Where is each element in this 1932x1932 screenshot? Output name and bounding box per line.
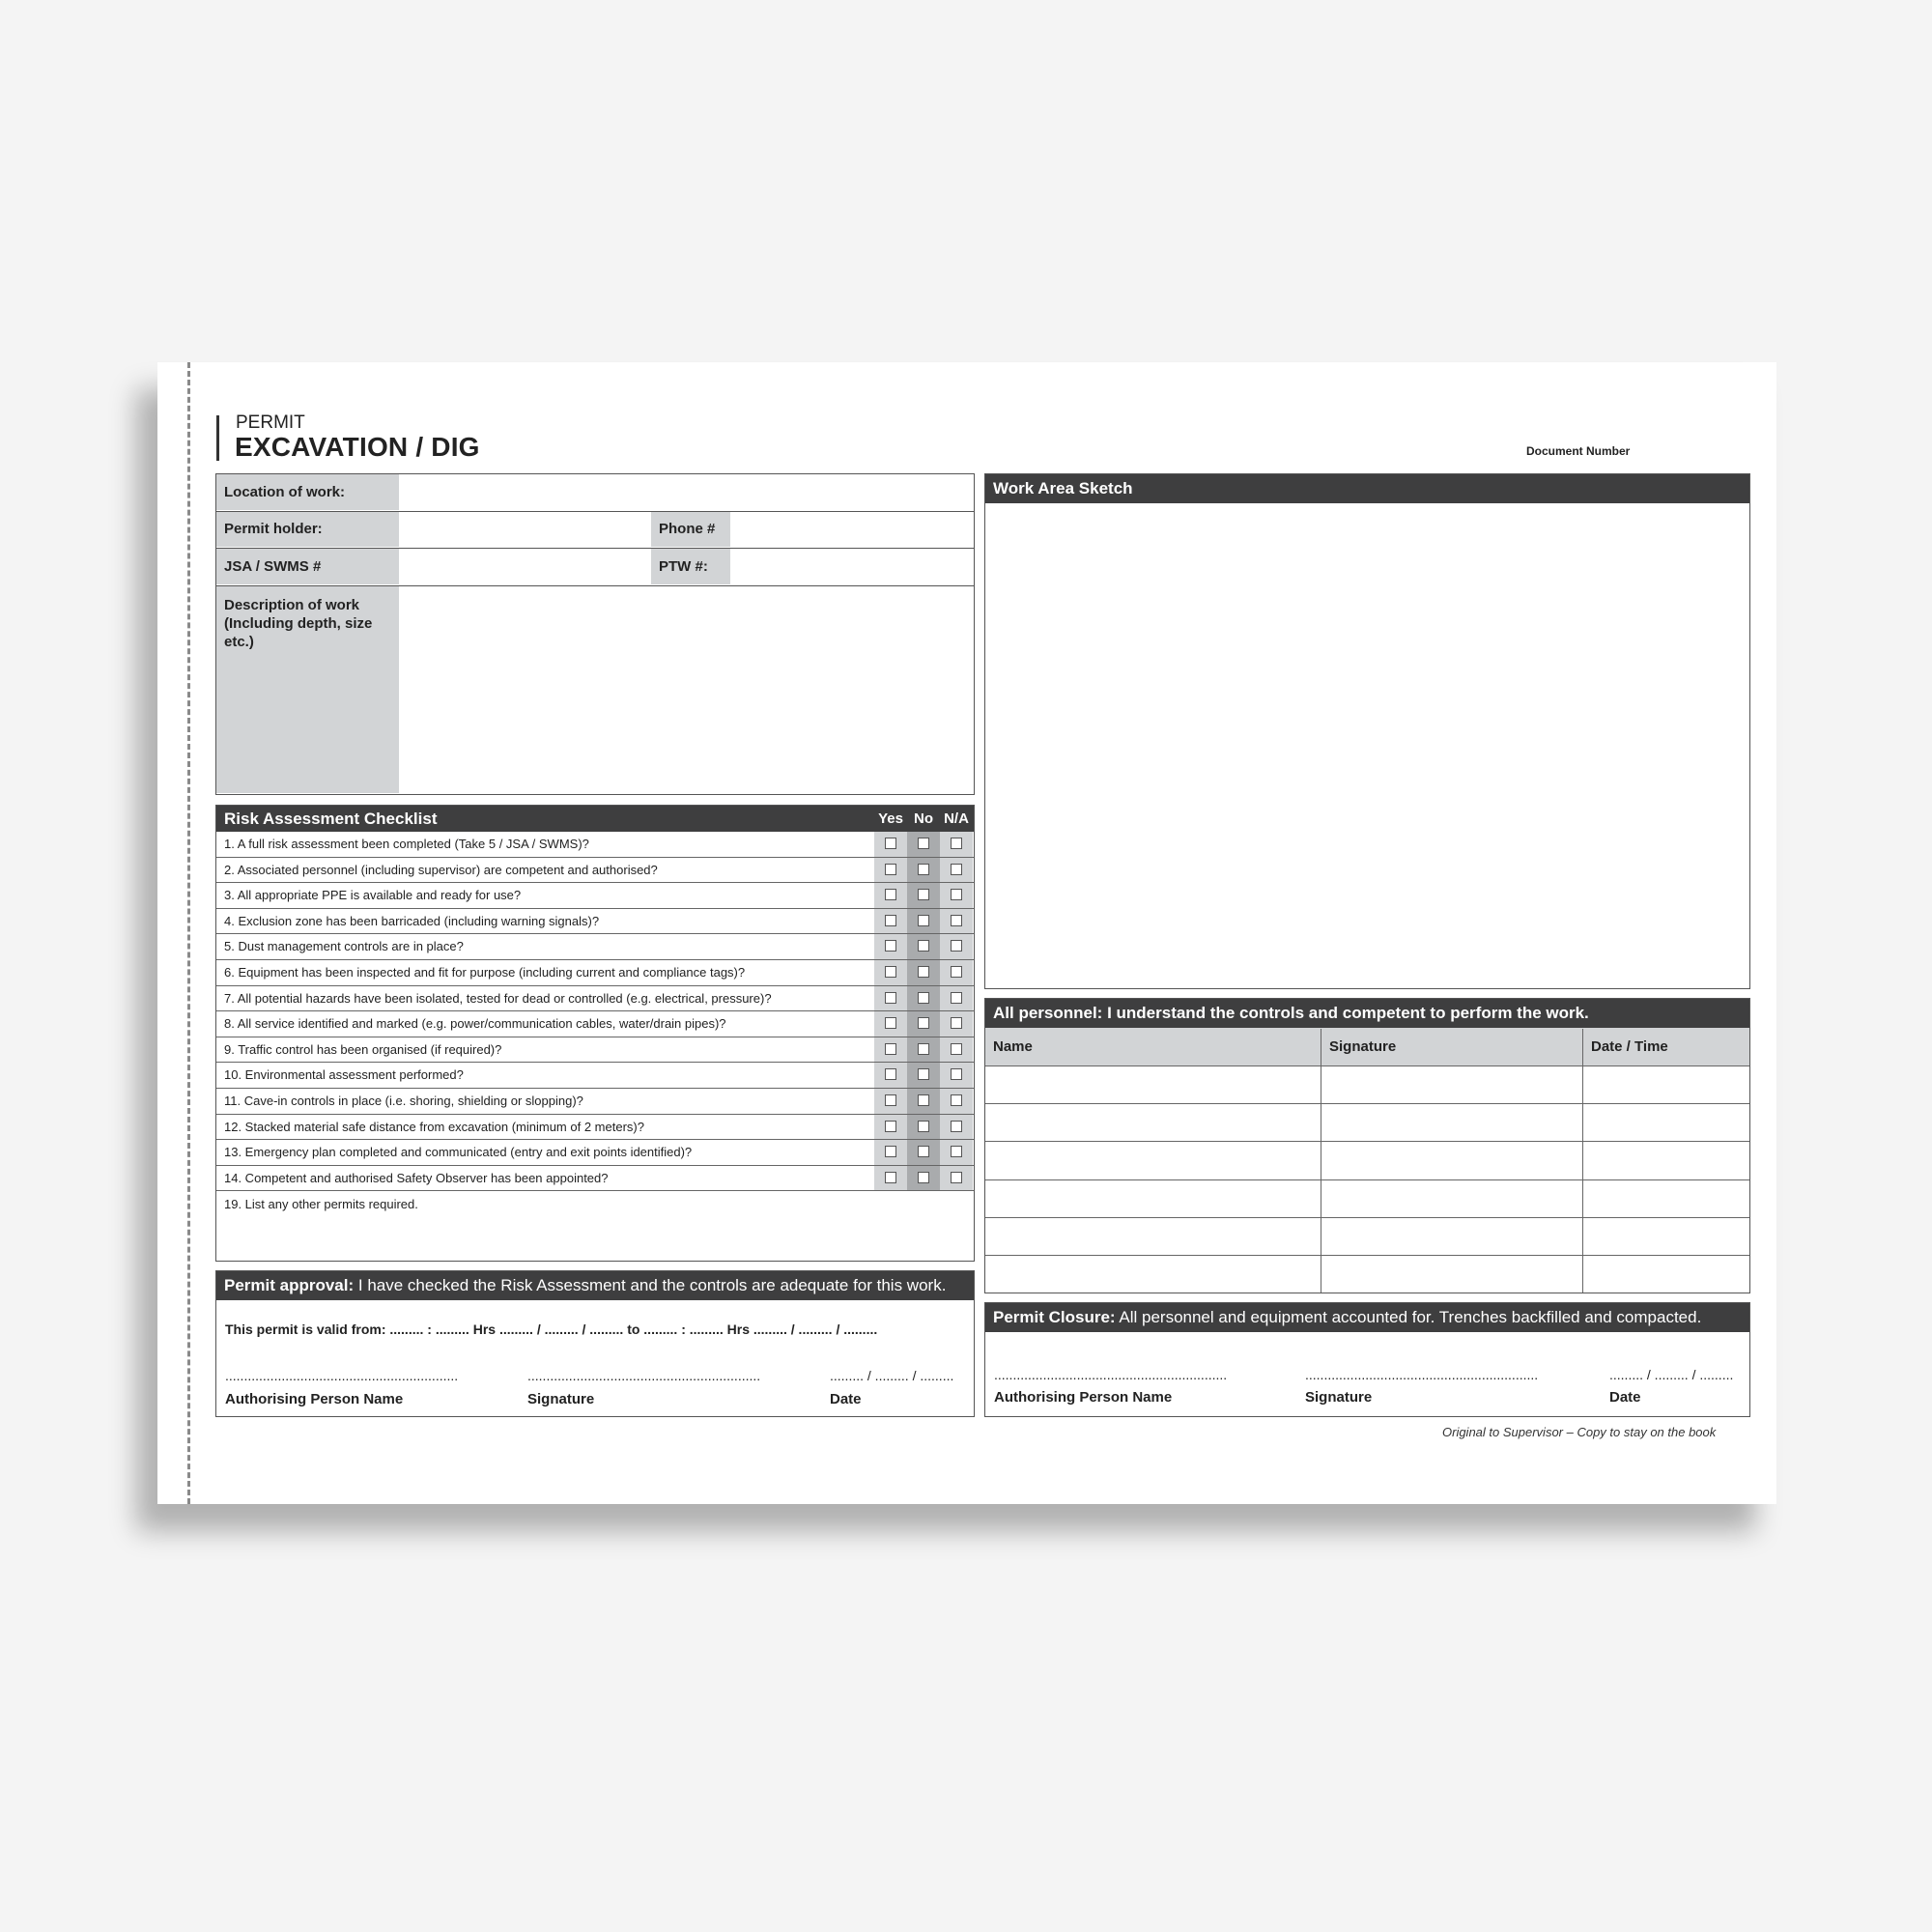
checkbox-no[interactable] (918, 940, 929, 952)
location-label: Location of work: (216, 474, 399, 510)
permit-closure (984, 1302, 1750, 1417)
checklist-item-text: 1. A full risk assessment been completed (Take 5 / JSA / SWMS)? (224, 837, 589, 851)
ptw-label: PTW #: (651, 549, 730, 584)
checklist-row (216, 883, 974, 909)
checkbox-cell-yes (874, 1166, 907, 1191)
closure-name-label: Authorising Person Name (994, 1389, 1173, 1406)
checkbox-yes[interactable] (885, 889, 896, 900)
checkbox-yes[interactable] (885, 1172, 896, 1183)
checklist-row (216, 1140, 974, 1166)
approval-signature-label: Signature (527, 1391, 595, 1407)
checkbox-cell-yes (874, 1037, 907, 1063)
checkbox-yes[interactable] (885, 1017, 896, 1029)
approval-title-bold: Permit approval: (224, 1276, 355, 1294)
checkbox-cell-no (907, 1011, 940, 1037)
checkbox-na[interactable] (951, 1121, 962, 1132)
sketch-title: Work Area Sketch (993, 479, 1133, 497)
checklist-item-text: 11. Cave-in controls in place (i.e. shoring, shielding or slopping)? (224, 1094, 583, 1108)
checkbox-cell-yes (874, 1140, 907, 1165)
checklist-item-text: 2. Associated personnel (including supervisor) are competent and authorised? (224, 862, 658, 877)
checklist-row (216, 858, 974, 884)
work-area-sketch (984, 473, 1750, 989)
checklist-item-text: 5. Dust management controls are in place? (224, 939, 464, 954)
checkbox-cell-yes (874, 1115, 907, 1140)
checkbox-cell-no (907, 986, 940, 1011)
checklist-header (216, 806, 974, 832)
checkbox-no[interactable] (918, 1146, 929, 1157)
title-accent-bar (216, 415, 219, 461)
checkbox-yes[interactable] (885, 1146, 896, 1157)
permit-holder-row (216, 512, 974, 549)
col-no: No (914, 810, 933, 827)
checkbox-na[interactable] (951, 838, 962, 849)
personnel-title: All personnel: I understand the controls and competent to perform the work. (993, 1004, 1589, 1022)
checkbox-no[interactable] (918, 864, 929, 875)
checklist-item-text: 7. All potential hazards have been isolated, tested for dead or controlled (e.g. electrical, pressure)? (224, 990, 772, 1006)
checkbox-no[interactable] (918, 915, 929, 926)
checkbox-cell-no (907, 832, 940, 857)
checkbox-yes[interactable] (885, 1068, 896, 1080)
checkbox-cell-no (907, 1140, 940, 1165)
checklist-item-text: 13. Emergency plan completed and communicated (entry and exit points identified)? (224, 1145, 693, 1160)
jsa-field[interactable] (399, 549, 651, 584)
checklist-row (216, 960, 974, 986)
jsa-label: JSA / SWMS # (216, 549, 399, 584)
approval-name-label: Authorising Person Name (225, 1391, 404, 1407)
location-row (216, 474, 974, 512)
checkbox-cell-no (907, 1166, 940, 1191)
closure-name-dots[interactable]: .............................................................. (994, 1367, 1228, 1382)
checkbox-cell-na (940, 1011, 973, 1037)
perforation-line (187, 362, 190, 1504)
sketch-area[interactable] (985, 503, 1749, 988)
checkbox-cell-no (907, 934, 940, 959)
checklist-row (216, 986, 974, 1012)
col-datetime: Date / Time (1591, 1038, 1668, 1055)
checkbox-yes[interactable] (885, 1043, 896, 1055)
checkbox-cell-yes (874, 909, 907, 934)
approval-date-label: Date (830, 1391, 862, 1407)
checkbox-yes[interactable] (885, 864, 896, 875)
checklist-row (216, 1166, 974, 1192)
closure-title-bold: Permit Closure: (993, 1308, 1116, 1326)
checkbox-cell-yes (874, 858, 907, 883)
checklist-row (216, 1063, 974, 1089)
jsa-row (216, 549, 974, 586)
approval-header (216, 1271, 974, 1300)
permit-holder-label: Permit holder: (216, 512, 399, 547)
checklist-row (216, 832, 974, 858)
document-number-label: Document Number (1526, 444, 1631, 458)
checkbox-yes[interactable] (885, 1121, 896, 1132)
personnel-row[interactable] (985, 1256, 1749, 1293)
checkbox-na[interactable] (951, 1017, 962, 1029)
checkbox-no[interactable] (918, 966, 929, 978)
checkbox-cell-yes (874, 986, 907, 1011)
checkbox-na[interactable] (951, 1172, 962, 1183)
checkbox-na[interactable] (951, 992, 962, 1004)
checkbox-cell-na (940, 883, 973, 908)
personnel-row[interactable] (985, 1180, 1749, 1218)
checkbox-cell-na (940, 1115, 973, 1140)
page-title: EXCAVATION / DIG (235, 432, 480, 462)
other-permits-field[interactable] (216, 1192, 974, 1261)
checkbox-cell-na (940, 1037, 973, 1063)
checkbox-cell-yes (874, 934, 907, 959)
checkbox-na[interactable] (951, 864, 962, 875)
closure-title-rest: All personnel and equipment accounted for. Trenches backfilled and compacted. (1115, 1308, 1702, 1326)
checkbox-cell-no (907, 1089, 940, 1114)
checklist-row (216, 909, 974, 935)
checkbox-cell-na (940, 858, 973, 883)
checkbox-cell-na (940, 960, 973, 985)
checkbox-na[interactable] (951, 1043, 962, 1055)
closure-date-dots[interactable]: ......... / ......... / ......... (1609, 1367, 1734, 1382)
checkbox-yes[interactable] (885, 966, 896, 978)
checkbox-no[interactable] (918, 1172, 929, 1183)
checkbox-cell-na (940, 1140, 973, 1165)
checkbox-cell-yes (874, 832, 907, 857)
checkbox-yes[interactable] (885, 915, 896, 926)
description-label: Description of work (Including depth, size etc.) (216, 586, 399, 793)
checkbox-no[interactable] (918, 1043, 929, 1055)
checkbox-na[interactable] (951, 966, 962, 978)
valid-from-line[interactable]: This permit is valid from: ......... : ......... Hrs ......... / ......... / ......... to ......... : ......... Hrs ......... / ......... / ......... (225, 1321, 878, 1337)
checklist-row (216, 1115, 974, 1141)
risk-checklist (215, 805, 975, 1262)
checkbox-cell-yes (874, 1089, 907, 1114)
approval-name-dots[interactable]: .............................................................. (225, 1368, 459, 1383)
personnel-signoff (984, 998, 1750, 1293)
personnel-row[interactable] (985, 1142, 1749, 1179)
checklist-item-text: 4. Exclusion zone has been barricaded (including warning signals)? (224, 913, 600, 928)
checkbox-cell-na (940, 832, 973, 857)
approval-date-dots[interactable]: ......... / ......... / ......... (830, 1368, 954, 1383)
checkbox-cell-na (940, 909, 973, 934)
checkbox-cell-yes (874, 1011, 907, 1037)
checkbox-na[interactable] (951, 915, 962, 926)
footer-note: Original to Supervisor – Copy to stay on the book (1442, 1425, 1717, 1439)
approval-signature-dots[interactable]: .............................................................. (527, 1368, 761, 1383)
permit-holder-field[interactable] (399, 512, 651, 547)
col-na: N/A (944, 810, 969, 827)
phone-label: Phone # (651, 512, 730, 547)
checklist-row (216, 1037, 974, 1064)
checkbox-na[interactable] (951, 1068, 962, 1080)
checklist-item-text: 14. Competent and authorised Safety Observer has been appointed? (224, 1170, 609, 1185)
checkbox-cell-no (907, 960, 940, 985)
location-field[interactable] (399, 474, 974, 510)
permit-sheet (157, 362, 1776, 1504)
permit-label: PERMIT (236, 412, 305, 433)
checklist-item-text: 3. All appropriate PPE is available and ready for use? (224, 888, 522, 903)
checklist-item-text: 8. All service identified and marked (e.g. power/communication cables, water/drain pipes)? (224, 1016, 726, 1032)
checkbox-cell-na (940, 1089, 973, 1114)
checkbox-no[interactable] (918, 1068, 929, 1080)
closure-date-label: Date (1609, 1389, 1641, 1406)
other-permits-label: 19. List any other permits required. (224, 1197, 418, 1211)
checkbox-yes[interactable] (885, 1094, 896, 1106)
checkbox-na[interactable] (951, 1094, 962, 1106)
checkbox-cell-na (940, 986, 973, 1011)
checkbox-yes[interactable] (885, 838, 896, 849)
checkbox-cell-no (907, 858, 940, 883)
personnel-row[interactable] (985, 1104, 1749, 1142)
personnel-row[interactable] (985, 1066, 1749, 1104)
closure-header (985, 1303, 1749, 1332)
checkbox-no[interactable] (918, 992, 929, 1004)
checkbox-na[interactable] (951, 1146, 962, 1157)
personnel-header (985, 999, 1749, 1028)
checkbox-cell-yes (874, 1063, 907, 1088)
checkbox-cell-yes (874, 960, 907, 985)
checklist-item-text: 9. Traffic control has been organised (if required)? (224, 1041, 502, 1057)
checkbox-na[interactable] (951, 940, 962, 952)
checklist-item-text: 10. Environmental assessment performed? (224, 1067, 464, 1083)
col-signature: Signature (1329, 1038, 1397, 1055)
phone-field[interactable] (730, 512, 974, 547)
checkbox-cell-no (907, 1063, 940, 1088)
checklist-row (216, 934, 974, 960)
checklist-row (216, 1089, 974, 1115)
checkbox-cell-na (940, 1063, 973, 1088)
permit-approval (215, 1270, 975, 1417)
checklist-title: Risk Assessment Checklist (224, 809, 438, 828)
checkbox-na[interactable] (951, 889, 962, 900)
checklist-item-text: 12. Stacked material safe distance from excavation (minimum of 2 meters)? (224, 1119, 644, 1134)
checkbox-yes[interactable] (885, 940, 896, 952)
ptw-field[interactable] (730, 549, 974, 584)
col-yes: Yes (878, 810, 903, 827)
col-divider (1582, 1029, 1583, 1293)
checkbox-cell-no (907, 1037, 940, 1063)
checkbox-cell-no (907, 1115, 940, 1140)
personnel-row[interactable] (985, 1218, 1749, 1256)
personnel-col-headers (985, 1028, 1749, 1066)
checkbox-cell-no (907, 909, 940, 934)
closure-signature-label: Signature (1305, 1389, 1373, 1406)
checkbox-no[interactable] (918, 889, 929, 900)
work-info-table (215, 473, 975, 795)
checkbox-cell-yes (874, 883, 907, 908)
sketch-header (985, 474, 1749, 503)
checkbox-cell-na (940, 934, 973, 959)
checkbox-yes[interactable] (885, 992, 896, 1004)
description-field[interactable] (399, 586, 974, 793)
closure-signature-dots[interactable]: .............................................................. (1305, 1367, 1539, 1382)
checkbox-cell-no (907, 883, 940, 908)
checkbox-cell-na (940, 1166, 973, 1191)
checkbox-no[interactable] (918, 1121, 929, 1132)
checklist-row (216, 1011, 974, 1037)
col-name: Name (993, 1038, 1033, 1055)
checkbox-no[interactable] (918, 1017, 929, 1029)
checkbox-no[interactable] (918, 838, 929, 849)
checklist-item-text: 6. Equipment has been inspected and fit for purpose (including current and compliance tags)? (224, 965, 746, 980)
checkbox-no[interactable] (918, 1094, 929, 1106)
approval-title-rest: I have checked the Risk Assessment and the controls are adequate for this work. (354, 1276, 947, 1294)
